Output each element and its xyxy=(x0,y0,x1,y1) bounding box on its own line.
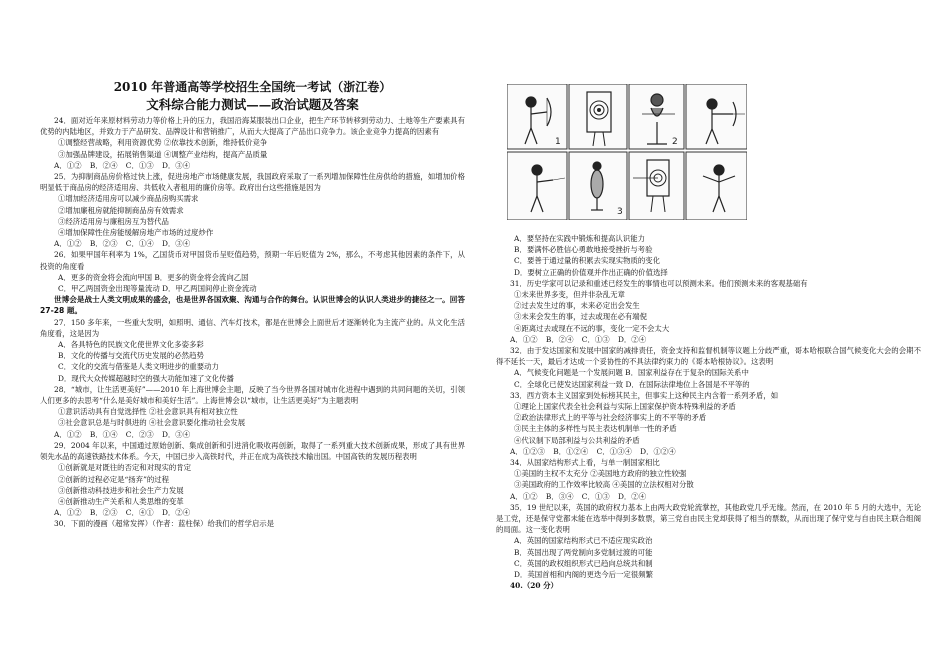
right-line-2: C．要善于通过量的积累去实现实物质的变化 xyxy=(514,256,661,266)
right-line-19: 34．从国家结构形式上看，与单一制国家相比 xyxy=(510,458,660,468)
left-line-29: 30．下面的漫画（超常发挥）（作者：蓝柱保）给我们的哲学启示是 xyxy=(54,519,275,529)
right-line-13: 33．西方资本主义国家到处标榜其民主，但事实上这种民主内含着一系列矛盾，如 xyxy=(510,390,779,400)
right-line-28: 40.（20 分） xyxy=(510,581,558,591)
panel-number-2: 2 xyxy=(672,137,678,147)
left-line-24: ①创新就是对既往的否定和对现实的肯定 xyxy=(58,463,192,473)
left-line-11: A．更多的资金将会流向甲国 B．更多的资金将会流向乙国 xyxy=(58,272,249,282)
right-line-22: A．①② B．③④ C．①③ D．②④ xyxy=(510,491,647,501)
right-line-21: ③美国政府的工作效率比较高 ④美国的立法权相对分散 xyxy=(514,480,694,490)
right-line-27: D．英国首相和内阁的更迭今后一定很频繁 xyxy=(514,570,653,580)
right-line-18: A．①②③ B．①②④ C．①③④ D．①②④ xyxy=(510,446,676,456)
left-line-19: 28．“城市，让生活更美好”——2010 年上海世博会主题，反映了当今世界各国对城市化进程中遇到的共同问题的关切，引领人们更多的去思考“什么是美好城市和美好生活”。上海世博会以“城市，让生活更美好”为主题表明 xyxy=(40,384,465,406)
left-line-1: ①调整经营战略，利用资源优势 ②依靠技术创新，维持低价竞争 xyxy=(58,138,268,148)
right-line-25: B．英国出现了两党制向多党制过渡的可能 xyxy=(514,547,653,557)
left-line-9: A．①② B．②③ C．①④ D．③④ xyxy=(54,239,191,249)
left-line-4: 25．为抑制商品房价格过快上涨，促进房地产市场健康发展，我国政府采取了一系列增加保障性住房供给的措施，如增加价格明显低于商品房的经济适用房、共低收入者租用的廉价房等。政府出台这些措施是因为 xyxy=(40,172,465,193)
exam-subtitle: 文科综合能力测试——政治试题及答案 xyxy=(146,97,359,112)
right-line-3: D．要树立正确的价值观并作出正确的价值选择 xyxy=(514,267,668,277)
right-line-5: ①未来世界多变，但并非杂乱无章 xyxy=(514,290,625,300)
right-line-1: B．要满怀必胜信心勇敢地接受挫折与考验 xyxy=(514,245,653,255)
right-line-23: 35．19 世纪以来，英国的政府权力基本上由两大政党轮流掌控，其他政党几乎无缘。然而，在 2010 年 5 月的大选中，无论是工党，还是保守党都未能在选举中得到多数票，第三党自由民主党却获得了相当的票数，从而出现了保守党与自由民主联合组阁的局面。这一变化表明 xyxy=(496,502,921,535)
exam-title: 2010 年普通高等学校招生全国统一考试（浙江卷） xyxy=(113,80,392,94)
right-line-16: ③民主主体的多样性与民主表达机制单一性的矛盾 xyxy=(514,424,677,434)
left-line-5: ①增加经济适用房可以减少商品房购买需求 xyxy=(58,194,199,204)
cartoon-svg xyxy=(507,84,747,220)
left-line-23: 29．2004 年以来，中国通过原始创新、集成创新和引进消化吸收再创新，取得了一系列重大技术创新成果，形成了具有世界领先水品的高速铁路技术体系。今天，中国已步入高铁时代，并正在成为高铁技术输出国。中国高铁的发展历程表明 xyxy=(40,440,465,462)
right-column xyxy=(496,233,921,592)
right-line-8: ④距离过去或现在不远的事，变化一定不会太大 xyxy=(514,323,670,333)
left-line-25: ②创新的过程必定是“扬弃”的过程 xyxy=(58,474,170,484)
left-line-28: A．①② B．②③ C．④① D．②④ xyxy=(54,508,191,518)
left-line-16: B．文化的传播与交流代历史发展的必然趋势 xyxy=(58,351,204,361)
cartoon-illustration xyxy=(507,84,747,220)
left-line-0: 24．面对近年来原材料劳动力等价格上升的压力，我国沿海某服装出口企业，把生产环节转移到劳动力、土地等生产要素具有优势的内陆地区，并致力于产品研发、品牌设计和营销推广，从而大大提高了产品出口竞争力。该企业竞争力提高的因素有 xyxy=(40,116,465,137)
left-column xyxy=(40,115,465,530)
right-line-6: ②过去发生过的事，未来必定出会发生 xyxy=(514,301,640,311)
left-line-13: 世博会是战士人类文明成果的盛会，也是世界各国欢聚、沟通与合作的舞台。认识世博会的认识人类进步的捷径之一。回答 27-28 题。 xyxy=(40,295,465,316)
right-line-17: ④代议制下局部利益与公共利益的矛盾 xyxy=(514,435,640,445)
right-line-10: 32．由于发达国家和发展中国家的减排责任，资金支持和监督机制等议题上分歧严重，哥本哈根联合国气候变化大会的会期不得不延长一天，最后才达成一个妥协性的不具法律约束力的《哥本哈根协议》。这表明 xyxy=(496,346,921,367)
left-line-2: ③加强品牌建设，拓展销售渠道 ④调整产业结构，提高产品质量 xyxy=(58,149,268,159)
right-line-0: A．要坚持在实践中锻炼和提高认识能力 xyxy=(514,234,645,243)
right-line-12: C．全球化已使发达国家利益一致 D．在国际法律地位上各国是不平等的 xyxy=(514,379,750,389)
left-line-20: ①意识活动具有自觉选择性 ②社会意识具有相对独立性 xyxy=(58,407,238,417)
left-line-22: A．①② B．①④ C．②③ D．③④ xyxy=(54,429,191,439)
left-line-3: A．①② B．②④ C．①③ D．③④ xyxy=(54,160,191,170)
right-line-15: ②政治法律形式上的平等与社会经济事实上的不平等的矛盾 xyxy=(514,413,707,423)
left-line-26: ③创新推动科技进步和社会生产力发展 xyxy=(58,485,184,495)
right-line-11: A．气候变化问题是一个发展问题 B．国家利益存在于复杂的国际关系中 xyxy=(514,368,749,378)
left-line-18: D．现代大众传媒超越时空的强大功能加速了文化传播 xyxy=(58,373,234,383)
right-line-26: C．英国的政权组织形式已趋向总统共和制 xyxy=(514,558,653,568)
left-line-14: 27．150 多年来，一些重大发明，如照明、通信、汽车灯技术，都是在世博会上面世后才逐渐转化为主流产业的。从文化生活角度看，这是因为 xyxy=(40,317,465,338)
left-line-6: ②增加廉租房就能抑制商品房有效需求 xyxy=(58,205,184,215)
panel-number-3: 3 xyxy=(617,207,623,217)
left-line-21: ③社会意识总是与时俱进的 ④社会意识要化推动社会发展 xyxy=(58,418,246,428)
left-line-27: ④创新推动生产关系和人类思维的变革 xyxy=(58,496,184,506)
left-line-12: C．甲乙两国资金出现等量流动 D．甲乙两国间停止资金流动 xyxy=(58,284,257,294)
right-line-9: A．①② B．②④ C．①③ D．②④ xyxy=(510,334,647,344)
left-line-15: A．各具特色的民族文化使世界文化多姿多彩 xyxy=(58,340,204,350)
left-line-7: ③经济适用房与廉租房互为替代品 xyxy=(58,216,169,226)
right-line-4: 31．历史学家可以记录和重述已经发生的事情也可以预测未来。他们预测未来的客观基础有 xyxy=(510,278,808,288)
right-line-14: ①理论上国家代表全社会利益与实际上国家保护资本特殊利益的矛盾 xyxy=(514,402,736,412)
left-line-17: C．文化的交流与借鉴是人类文明进步的重要动力 xyxy=(58,362,219,372)
left-line-10: 26．如果甲国年利率为 1%，乙国货币对甲国货币呈贬值趋势，预期一年后贬值为 2%，那么，不考虑其他因素的条件下，从投资的角度看 xyxy=(40,250,465,271)
right-line-24: A．英国的国家结构形式已不适应现实政治 xyxy=(514,536,653,546)
right-line-7: ③未来会发生的事，过去或现在必有端倪 xyxy=(514,312,648,322)
left-line-8: ④增加保障性住房能缓解房地产市场的过度炒作 xyxy=(58,228,214,238)
right-line-20: ①美国的主权不太充分 ②美国地方政府的独立性较强 xyxy=(514,469,687,479)
panel-number-1: 1 xyxy=(555,137,561,147)
